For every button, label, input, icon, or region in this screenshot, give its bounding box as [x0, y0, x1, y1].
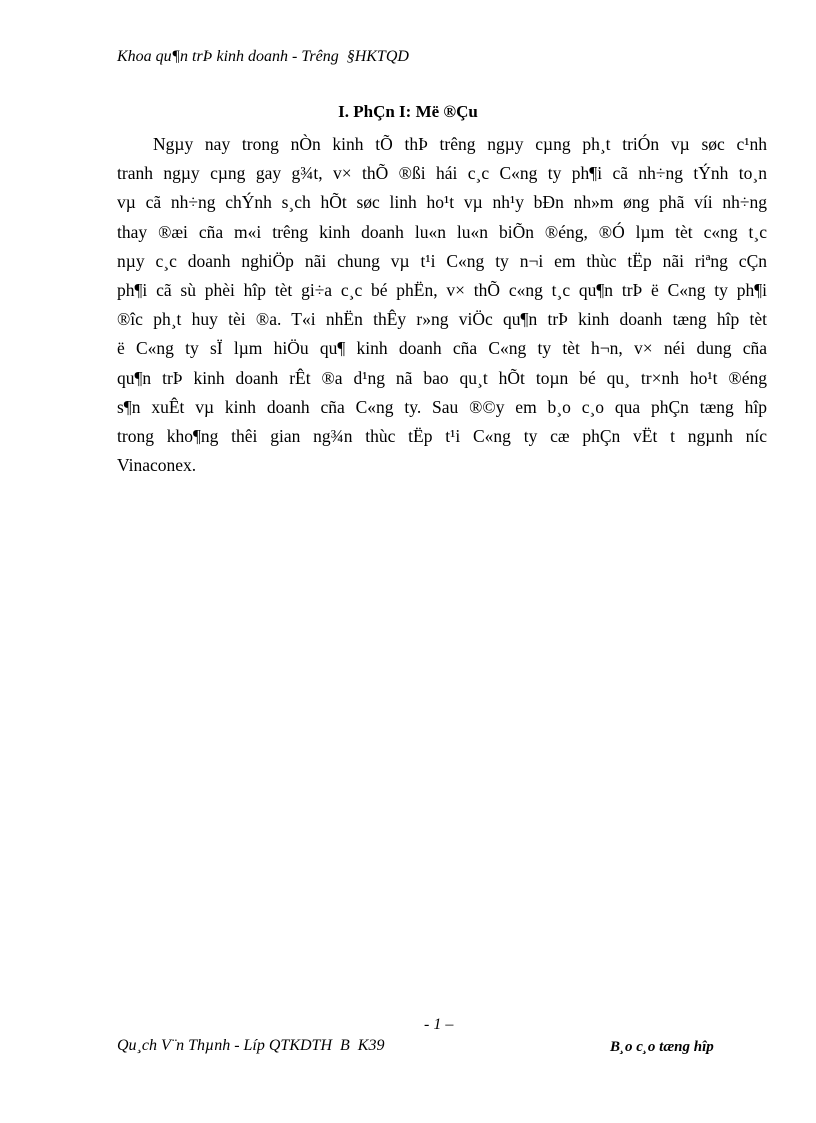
body-paragraph	[117, 130, 767, 480]
paragraph-line: ë C«ng ty sÏ lµm hiÖu qu¶ kinh doanh cña C«ng ty tèt h¬n, v× néi dung cña	[117, 338, 767, 359]
paragraph-line: ph¶i cã sù phèi hîp tèt gi÷a c¸c bé phËn, v× thÕ c«ng t¸c qu¶n trÞ ë C«ng ty ph¶i	[117, 280, 767, 301]
paragraph-line: tranh ngµy cµng gay g¾t, v× thÕ ®ßi hái c¸c C«ng ty ph¶i cã nh÷ng tÝnh to¸n	[117, 163, 767, 184]
paragraph-line: nµy c¸c doanh nghiÖp nãi chung vµ t¹i C«ng ty n¬i em thùc tËp nãi riªng cÇn	[117, 250, 767, 271]
paragraph-line: Vinaconex.	[117, 455, 197, 476]
paragraph-line: thay ®æi cña m«i trêng kinh doanh lu«n lu«n biÕn ®éng, ®Ó lµm tèt c«ng t¸c	[117, 221, 767, 242]
paragraph-line: s¶n xuÊt vµ kinh doanh cña C«ng ty. Sau ®©y em b¸o c¸o qua phÇn tæng hîp	[117, 396, 767, 417]
paragraph-line: Ngµy nay trong nÒn kinh tÕ thÞ trêng ngµy cµng ph¸t triÓn vµ søc c¹nh	[153, 134, 767, 154]
footer-report-type: B¸o c¸o tæng hîp	[610, 1039, 714, 1055]
footer-author: Qu¸ch V¨n Thµnh - Líp QTKDTH B K39	[117, 1037, 385, 1054]
paragraph-line: vµ cã nh÷ng chÝnh s¸ch hÕt søc linh ho¹t vµ nh¹y bÐn nh»m øng phã víi nh÷ng	[117, 192, 767, 213]
page-header: Khoa qu¶n trÞ kinh doanh - Trêng §HKTQD	[117, 48, 409, 65]
paragraph-line: ®îc ph¸t huy tèi ®a. T«i nhËn thÊy r»ng viÖc qu¶n trÞ kinh doanh tæng hîp tèt	[117, 309, 767, 330]
section-heading: I. PhÇn I: Më ®Çu	[338, 102, 478, 121]
paragraph-line: trong kho¶ng thêi gian ng¾n thùc tËp t¹i C«ng ty cæ phÇn vËt t ngµnh níc	[117, 426, 767, 447]
paragraph-line: qu¶n trÞ kinh doanh rÊt ®a d¹ng nã bao qu¸t hÕt toµn bé qu¸ tr×nh ho¹t ®éng	[117, 367, 767, 388]
page-number: - 1 –	[424, 1016, 454, 1033]
